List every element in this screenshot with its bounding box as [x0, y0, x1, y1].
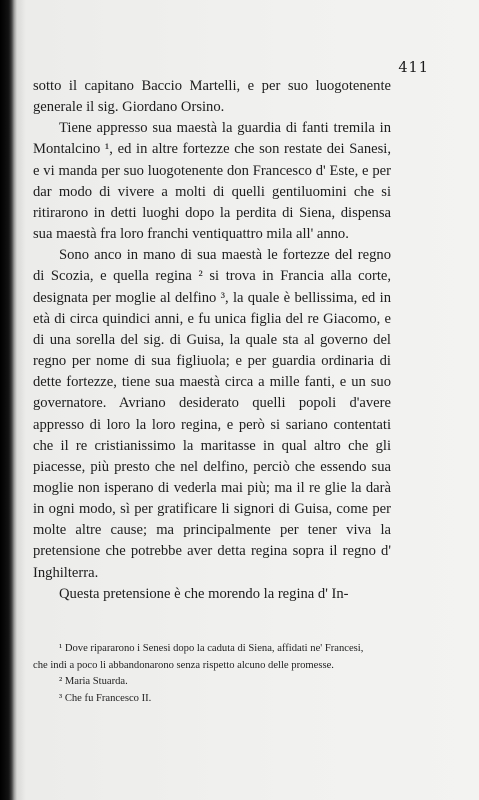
paragraph-continuation: sotto il capitano Baccio Martelli, e per suo luogotenente generale il sig. Giordano Orsino.: [33, 78, 391, 116]
paragraph-pretension: Questa pretensione è che morendo la regina d' In-: [59, 585, 349, 602]
footnote-1-line-1: ¹ Dove ripararono i Senesi dopo la caduta di Siena, affidati ne' Francesi,: [59, 643, 364, 654]
page-number: 411: [398, 60, 429, 76]
footnotes: [33, 641, 403, 707]
main-text: [33, 76, 391, 605]
paragraph-scotland: Sono anco in mano di sua maestà le fortezze del regno di Scozia, e quella regina ² si trova in Francia alla corte, designata per moglie al delfino ³, la quale è bellissima, ed in età di circa quindici anni, e fu unica figlia del re Giacomo, e di una sorella del sig. di Guisa, la quale sta al governo del regno per nome di sua figliuola; e per guardia ordinaria di dette fortezze, tiene sua maestà circa a mille fanti, e un suo governatore. Avriano desiderato quelli popoli d'avere appresso di loro la loro regina, e però si sariano contentati che il re cristianissimo la maritasse in qual altro che gli piacesse, più presto che nel delfino, perciò che essendo sua moglie non isperano di vederla mai più; ma il re glie la darà in ogni modo, sì per gratificare li signori di Guisa, come per molte altre cause; ma principalmente per tener viva la pretensione che potrebbe aver detta regina sopra il regno d' Inghilterra.: [33, 247, 391, 581]
footnote-2: ² Maria Stuarda.: [59, 676, 128, 688]
paragraph-guard-montalcino: Tiene appresso sua maestà la guardia di fanti tremila in Montalcino ¹, ed in altre fortezze che son restate dei Sanesi, e vi manda per suo luogotenente don Francesco d' Este, e per dar modo di vivere a molti di quelli gentiluomini che si ritirarono in detti luoghi dopo la perdita di Siena, dispensa sua maestà fra loro franchi ventiquattro mila all' anno.: [33, 120, 391, 243]
footnote-3: ³ Che fu Francesco II.: [59, 692, 152, 704]
book-spine-shadow: [0, 0, 14, 800]
footnote-1-line-2: che indi a poco li abbandonarono senza rispetto alcuno delle promesse.: [33, 659, 334, 671]
